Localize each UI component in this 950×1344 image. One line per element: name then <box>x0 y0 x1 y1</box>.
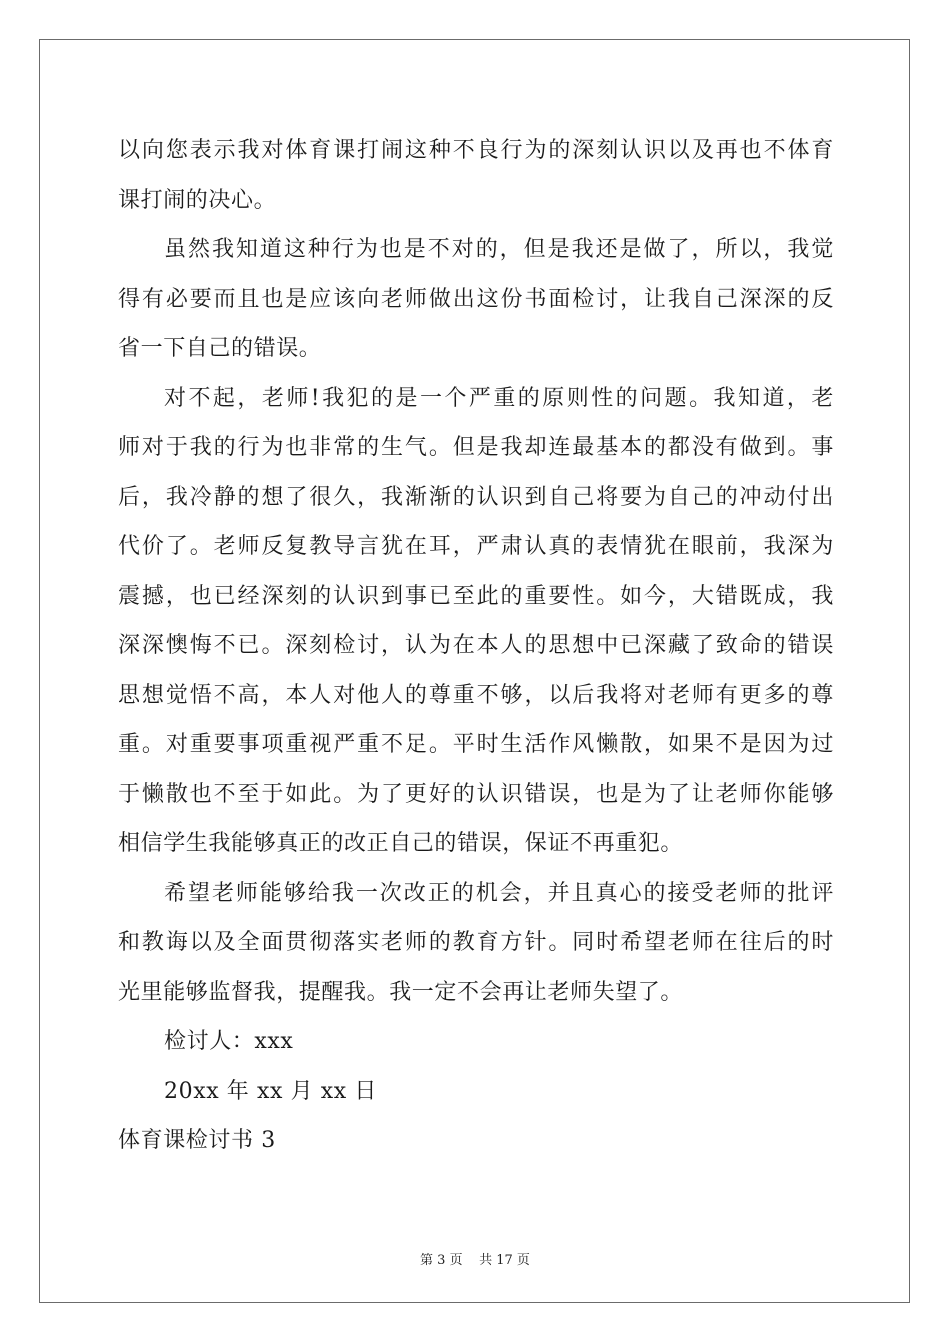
section-heading: 体育课检讨书 3 <box>118 1128 276 1153</box>
text-line: 于懒散也不至于如此。为了更好的认识错误，也是为了让老师你能够 <box>118 781 834 807</box>
text-line: 光里能够监督我，提醒我。我一定不会再让老师失望了。 <box>118 979 684 1005</box>
text-line: 省一下自己的错误。 <box>118 336 322 361</box>
text-line: 后，我冷静的想了很久，我渐渐的认识到自己将要为自己的冲动付出 <box>118 484 834 510</box>
date: 20xx 年 xx 月 xx 日 <box>164 1078 378 1104</box>
text-line: 和教诲以及全面贯彻落实老师的教育方针。同时希望老师在往后的时 <box>118 930 834 955</box>
text-line: 以向您表示我对体育课打闹这种不良行为的深刻认识以及再也不体育 <box>118 138 834 163</box>
text-line: 震撼，也已经深刻的认识到事已至此的重要性。如今，大错既成，我 <box>118 583 834 609</box>
page-footer <box>0 1249 950 1268</box>
text-line: 师对于我的行为也非常的生气。但是我却连最基本的都没有做到。事 <box>118 435 834 460</box>
text-line: 重。对重要事项重视严重不足。平时生活作风懒散，如果不是因为过 <box>118 732 834 757</box>
document-body <box>118 126 834 1166</box>
text-line: 希望老师能够给我一次改正的机会，并且真心的接受老师的批评 <box>164 880 834 906</box>
text-line: 相信学生我能够真正的改正自己的错误，保证不再重犯。 <box>118 831 684 856</box>
text-line: 课打闹的决心。 <box>118 187 277 213</box>
page-number: 第 3 页 <box>420 1253 463 1268</box>
text-line: 得有必要而且也是应该向老师做出这份书面检讨，让我自己深深的反 <box>118 286 834 312</box>
page-total: 共 17 页 <box>479 1253 530 1268</box>
text-line: 虽然我知道这种行为也是不对的，但是我还是做了，所以，我觉 <box>164 237 834 262</box>
text-line: 对不起，老师!我犯的是一个严重的原则性的问题。我知道，老 <box>164 385 834 411</box>
text-line: 思想觉悟不高，本人对他人的尊重不够，以后我将对老师有更多的尊 <box>118 682 834 708</box>
signature: 检讨人：xxx <box>164 1029 294 1054</box>
text-line: 代价了。老师反复教导言犹在耳，严肃认真的表情犹在眼前，我深为 <box>118 534 834 559</box>
text-line: 深深懊悔不已。深刻检讨，认为在本人的思想中已深藏了致命的错误 <box>118 633 834 658</box>
